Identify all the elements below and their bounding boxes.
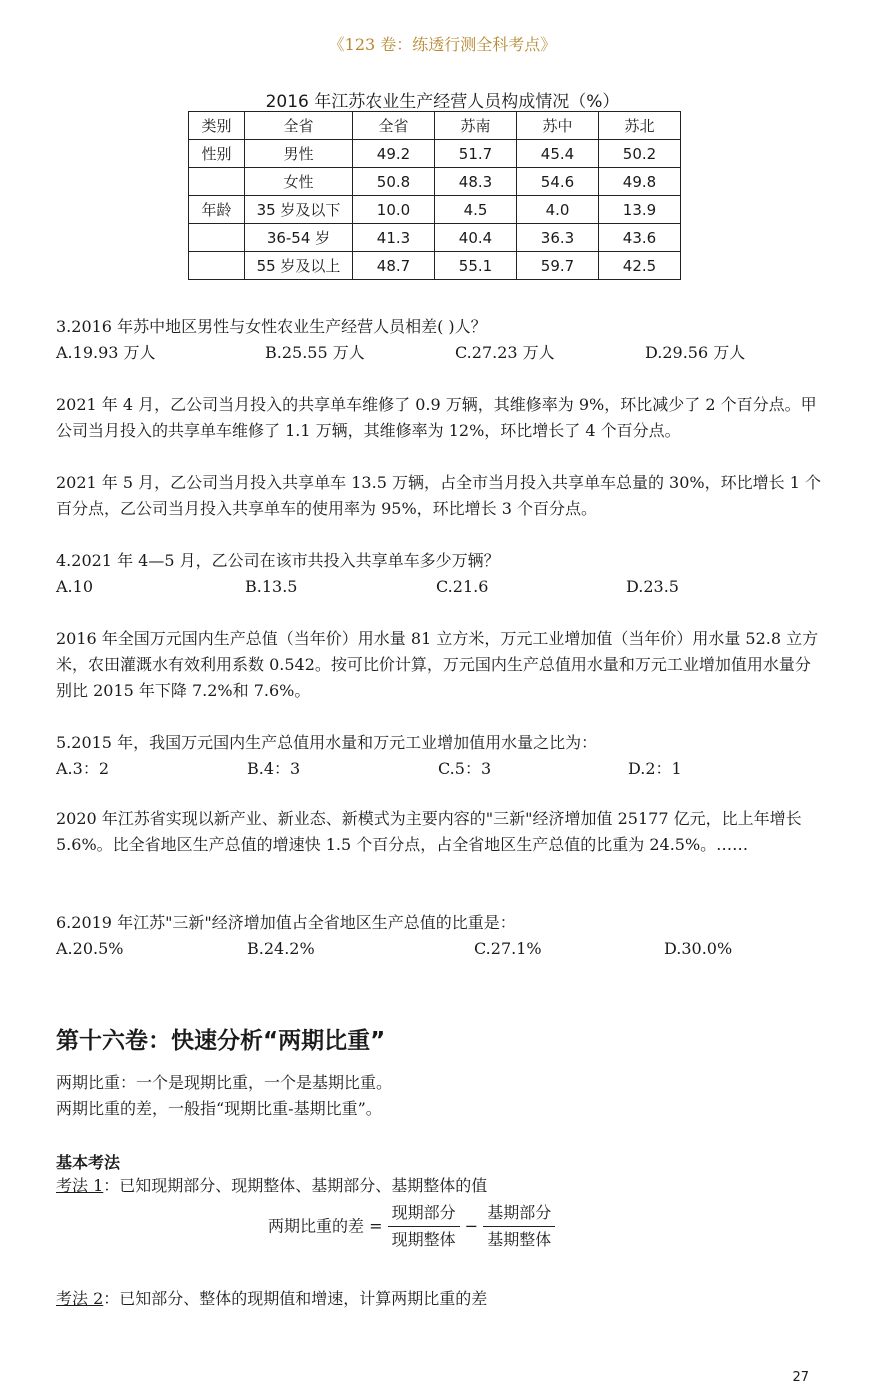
question-4-option-c: C.21.6 xyxy=(436,577,489,596)
question-5-option-c: C.5：3 xyxy=(438,759,492,778)
table-cell: 10.0 xyxy=(353,196,435,224)
question-3-option-c: C.27.23 万人 xyxy=(455,343,555,362)
table-cell xyxy=(189,224,245,252)
passage-2-paragraph-1: 2021 年 4 月，乙公司当月投入的共享单车维修了 0.9 万辆，其维修率为 9%，环比减少了 2 个百分点。甲公司当月投入的共享单车维修了 1.1 万辆，其维修率为 12%，环比增长了 4 个百分点。 xyxy=(56,395,817,440)
question-3-option-a: A.19.93 万人 xyxy=(56,343,156,362)
page-number: 27 xyxy=(792,1370,809,1385)
method-2-text: ：已知部分、整体的现期值和增速，计算两期比重的差 xyxy=(103,1289,488,1308)
table-cell: 48.7 xyxy=(353,252,435,280)
table-header-cell: 全省 xyxy=(245,112,353,140)
table-cell: 50.2 xyxy=(599,140,681,168)
table-header-cell: 苏中 xyxy=(517,112,599,140)
table-row xyxy=(189,196,681,224)
section-title: 第十六卷：快速分析“两期比重” xyxy=(56,1028,386,1054)
formula-fraction-current xyxy=(388,1202,460,1251)
table-cell: 36-54 岁 xyxy=(245,224,353,252)
table-cell: 女性 xyxy=(245,168,353,196)
table-header-cell: 类别 xyxy=(189,112,245,140)
question-5-text: 5.2015 年，我国万元国内生产总值用水量和万元工业增加值用水量之比为： xyxy=(56,733,598,752)
question-6-option-c: C.27.1% xyxy=(474,939,542,958)
table-row xyxy=(189,224,681,252)
table-cell: 51.7 xyxy=(435,140,517,168)
table-cell: 50.8 xyxy=(353,168,435,196)
table-header-cell: 全省 xyxy=(353,112,435,140)
question-6-option-a: A.20.5% xyxy=(56,939,124,958)
formula-denominator-current: 现期整体 xyxy=(391,1230,456,1249)
method-2-label: 考法 2 xyxy=(56,1289,104,1308)
method-2 xyxy=(56,1286,826,1312)
question-6-text: 6.2019 年江苏"三新"经济增加值占全省地区生产总值的比重是： xyxy=(56,913,516,932)
table-cell: 55.1 xyxy=(435,252,517,280)
formula-fraction-base xyxy=(483,1202,555,1251)
table-cell: 4.0 xyxy=(517,196,599,224)
table-header-cell: 苏北 xyxy=(599,112,681,140)
table-row xyxy=(189,168,681,196)
passage-2-paragraph-2: 2021 年 5 月，乙公司当月投入共享单车 13.5 万辆，占全市当月投入共享单车总量的 30%，环比增长 1 个百分点，乙公司当月投入共享单车的使用率为 95%，环比增长 3 个百分点。 xyxy=(56,473,821,518)
question-5-option-a: A.3：2 xyxy=(56,759,110,778)
table-cell: 49.8 xyxy=(599,168,681,196)
formula-numerator-base: 基期部分 xyxy=(483,1202,555,1227)
question-3-text: 3.2016 年苏中地区男性与女性农业生产经营人员相差( )人？ xyxy=(56,317,487,336)
question-4-option-b: B.13.5 xyxy=(245,577,298,596)
table-cell: 性别 xyxy=(189,140,245,168)
table-cell: 49.2 xyxy=(353,140,435,168)
formula-minus: − xyxy=(464,1216,479,1236)
question-4-option-d: D.23.5 xyxy=(626,577,679,596)
table-cell: 48.3 xyxy=(435,168,517,196)
table-cell xyxy=(189,168,245,196)
section-line-2: 两期比重的差，一般指“现期比重-基期比重”。 xyxy=(56,1099,382,1118)
table-header-cell: 苏南 xyxy=(435,112,517,140)
table-cell xyxy=(189,252,245,280)
table-cell: 年龄 xyxy=(189,196,245,224)
question-5-option-b: B.4：3 xyxy=(247,759,301,778)
question-6-option-d: D.30.0% xyxy=(664,939,733,958)
question-6-option-b: B.24.2% xyxy=(247,939,315,958)
method-1-label: 考法 1 xyxy=(56,1176,104,1195)
table-cell: 13.9 xyxy=(599,196,681,224)
table-row xyxy=(189,252,681,280)
table-cell: 43.6 xyxy=(599,224,681,252)
method-1-text: ：已知现期部分、现期整体、基期部分、基期整体的值 xyxy=(103,1176,488,1195)
table-cell: 59.7 xyxy=(517,252,599,280)
table-cell: 35 岁及以下 xyxy=(245,196,353,224)
table-cell: 54.6 xyxy=(517,168,599,196)
table-cell: 45.4 xyxy=(517,140,599,168)
section-line-1: 两期比重：一个是现期比重，一个是基期比重。 xyxy=(56,1073,393,1092)
method-1 xyxy=(56,1173,826,1199)
running-header: 《123 卷：练透行测全科考点》 xyxy=(328,35,557,54)
question-5-option-d: D.2：1 xyxy=(628,759,682,778)
table-cell: 4.5 xyxy=(435,196,517,224)
question-4-text: 4.2021 年 4—5 月，乙公司在该市共投入共享单车多少万辆？ xyxy=(56,551,500,570)
formula-denominator-base: 基期整体 xyxy=(487,1230,552,1249)
data-table xyxy=(188,111,681,280)
question-4-option-a: A.10 xyxy=(56,577,93,596)
formula-lhs: 两期比重的差 = xyxy=(268,1216,383,1236)
table-cell: 40.4 xyxy=(435,224,517,252)
formula xyxy=(268,1202,555,1251)
question-3-option-d: D.29.56 万人 xyxy=(645,343,746,362)
table-cell: 42.5 xyxy=(599,252,681,280)
basic-methods-heading: 基本考法 xyxy=(56,1153,121,1172)
table-header-row xyxy=(189,112,681,140)
formula-numerator-current: 现期部分 xyxy=(388,1202,460,1227)
table-title: 2016 年江苏农业生产经营人员构成情况（%） xyxy=(265,92,620,112)
passage-3: 2016 年全国万元国内生产总值（当年价）用水量 81 立方米，万元工业增加值（当年价）用水量 52.8 立方米，农田灌溉水有效利用系数 0.542。按可比价计算，万元国内生产总值用水量和万元工业增加值用水量分别比 2015 年下降 7.2%和 7.6%。 xyxy=(56,629,819,700)
passage-4: 2020 年江苏省实现以新产业、新业态、新模式为主要内容的"三新"经济增加值 25177 亿元，比上年增长 5.6%。比全省地区生产总值的增速快 1.5 个百分点，占全省地区生产总值的比重为 24.5%。…… xyxy=(56,809,802,854)
table-cell: 55 岁及以上 xyxy=(245,252,353,280)
question-3-option-b: B.25.55 万人 xyxy=(265,343,365,362)
table-row xyxy=(189,140,681,168)
table-cell: 36.3 xyxy=(517,224,599,252)
table-cell: 男性 xyxy=(245,140,353,168)
table-cell: 41.3 xyxy=(353,224,435,252)
